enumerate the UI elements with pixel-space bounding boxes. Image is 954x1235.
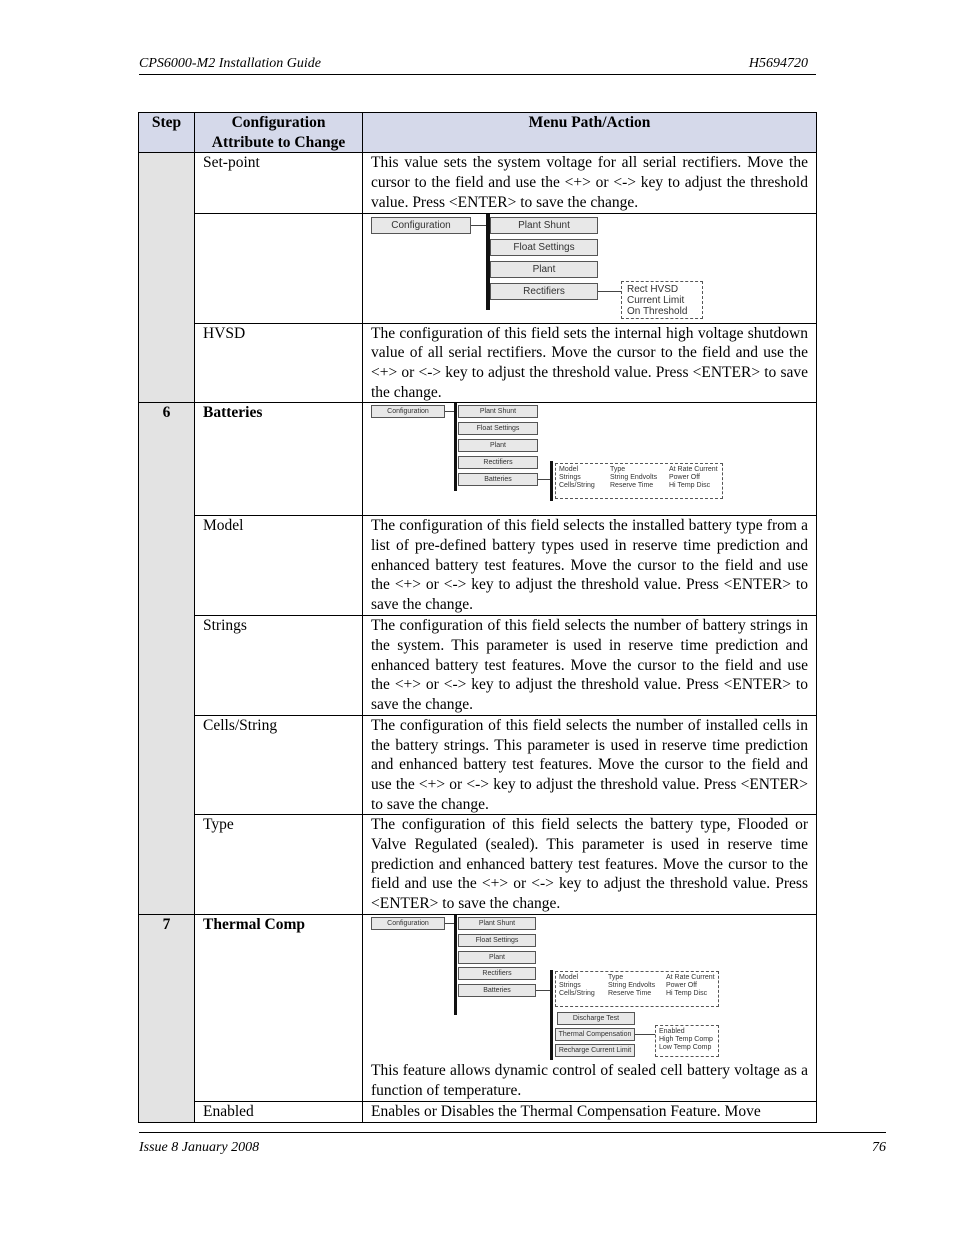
option-high-temp-comp: High Temp Comp (659, 1035, 713, 1043)
attr-type: Type (195, 815, 363, 915)
option-current-limit: Current Limit (627, 294, 685, 306)
menu-float-settings: Float Settings (458, 934, 536, 947)
attr-setpoint: Set-point (195, 153, 363, 213)
option-reserve-time: Reserve Time (608, 989, 652, 997)
table-row (139, 815, 817, 915)
page-header (139, 56, 816, 75)
option-power-off: Power Off (666, 981, 697, 989)
issue-date: Issue 8 January 2008 (139, 1140, 260, 1155)
battery-options-col2 (608, 974, 655, 998)
option-hi-temp-disc: Hi Temp Disc (669, 482, 711, 490)
page-number: 76 (872, 1140, 886, 1155)
option-low-temp-comp: Low Temp Comp (659, 1043, 712, 1051)
table-row (139, 323, 817, 403)
menu-configuration: Configuration (371, 405, 445, 418)
menu-plant-shunt: Plant Shunt (458, 917, 536, 930)
col-action-header: Menu Path/Action (363, 113, 817, 153)
menu-rectifiers: Rectifiers (458, 967, 536, 980)
rectifier-options (621, 281, 703, 319)
attr-thermal-comp: Thermal Comp (195, 914, 363, 1101)
menu-thermal-compensation: Thermal Compensation (555, 1028, 635, 1041)
menu-batteries: Batteries (458, 984, 536, 997)
table-row (139, 516, 817, 616)
menu-plant: Plant (490, 261, 598, 278)
table-row (139, 715, 817, 815)
option-strings: Strings (559, 474, 581, 482)
menu-float-settings: Float Settings (490, 239, 598, 256)
desc-hvsd: The configuration of this field sets the internal high voltage shutdown value of all serial rectifiers. Move the cursor to the field and use the <+> or <-> key to adjust the threshold value. Press <ENTER> to save the change. (363, 323, 817, 403)
menu-plant-shunt: Plant Shunt (490, 217, 598, 234)
battery-options-col2 (610, 466, 657, 490)
menu-recharge-current-limit: Recharge Current Limit (555, 1044, 635, 1057)
attr-cells-string: Cells/String (195, 715, 363, 815)
desc-enabled: Enables or Disables the Thermal Compensation Feature. Move (363, 1101, 817, 1122)
document-title: CPS6000-M2 Installation Guide (139, 56, 321, 71)
table-header-row (139, 113, 817, 153)
col-attr-header: Configuration Attribute to Change (195, 113, 363, 153)
table-row (139, 403, 817, 516)
diagram-cell-thermal (363, 914, 817, 1101)
page-footer (139, 1132, 886, 1157)
attr-batteries: Batteries (195, 403, 363, 516)
attr-empty (195, 213, 363, 323)
diagram-cell-batteries (363, 403, 817, 516)
menu-rectifiers: Rectifiers (458, 456, 538, 469)
table-row (139, 616, 817, 716)
desc-cells-string: The configuration of this field selects the number of installed cells in the battery strings. This parameter is used in reserve time prediction and enhanced battery test features. Move the cursor to the field and use the <+> or <-> key to adjust the threshold value. Press <ENTER> to save the change. (363, 715, 817, 815)
battery-options (555, 971, 719, 1007)
battery-options-col1 (559, 974, 595, 998)
step-cell (139, 153, 195, 403)
attr-strings: Strings (195, 616, 363, 716)
desc-setpoint: This value sets the system voltage for all serial rectifiers. Move the cursor to the field and use the <+> or <-> key to adjust the threshold value. Press <ENTER> to save the change. (363, 153, 817, 213)
document-number: H5694720 (748, 56, 808, 71)
menu-configuration: Configuration (371, 917, 445, 930)
menu-rectifiers: Rectifiers (490, 283, 598, 300)
thermal-options (655, 1025, 719, 1057)
option-strings: Strings (559, 981, 581, 989)
battery-options (555, 463, 723, 499)
option-type: Type (608, 973, 624, 981)
desc-model: The configuration of this field selects the installed battery type from a list of pre-defined battery types used in reserve time prediction and enhanced battery test features. Move the cursor to the field and use the <+> or <-> key to adjust the threshold value. Press <ENTER> to save the change. (363, 516, 817, 616)
option-model: Model (559, 973, 579, 981)
rectifiers-menu-diagram (363, 214, 816, 322)
diagram-cell-rectifiers (363, 213, 817, 323)
option-cells-string: Cells/String (559, 482, 595, 490)
option-reserve-time: Reserve Time (610, 482, 654, 490)
step-number: 6 (139, 403, 195, 915)
menu-plant: Plant (458, 439, 538, 452)
option-at-rate-current: At Rate Current (666, 973, 715, 981)
table-row (139, 914, 817, 1101)
option-type: Type (610, 466, 626, 474)
option-on-threshold: On Threshold (627, 305, 688, 317)
configuration-table (138, 112, 817, 1123)
attr-model: Model (195, 516, 363, 616)
menu-plant-shunt: Plant Shunt (458, 405, 538, 418)
attr-hvsd: HVSD (195, 323, 363, 403)
attr-enabled: Enabled (195, 1101, 363, 1122)
desc-type: The configuration of this field selects the battery type, Flooded or Valve Regulated (sealed). This parameter is used in reserve time prediction and enhanced battery test features. Move the cursor to the field and use the <+> or <-> key to adjust the threshold value. Press <ENTER> to save the change. (363, 815, 817, 915)
table-row (139, 1101, 817, 1122)
batteries-menu-diagram (363, 403, 816, 514)
thermal-menu-diagram (363, 915, 816, 1061)
table-row (139, 153, 817, 213)
desc-thermal-comp: This feature allows dynamic control of sealed cell battery voltage as a function of temperature. (371, 1061, 808, 1099)
menu-float-settings: Float Settings (458, 422, 538, 435)
option-at-rate-current: At Rate Current (669, 466, 718, 474)
menu-plant: Plant (458, 951, 536, 964)
option-hi-temp-disc: Hi Temp Disc (666, 989, 708, 997)
menu-discharge-test: Discharge Test (557, 1012, 635, 1025)
step-number: 7 (139, 914, 195, 1122)
option-model: Model (559, 466, 579, 474)
battery-options-col3 (669, 466, 718, 490)
battery-options-col1 (559, 466, 595, 490)
battery-options-col3 (666, 974, 715, 998)
option-cells-string: Cells/String (559, 989, 595, 997)
option-rect-hvsd: Rect HVSD (627, 283, 679, 295)
option-string-endvolts: String Endvolts (610, 474, 658, 482)
menu-configuration: Configuration (371, 217, 471, 234)
col-step-header: Step (139, 113, 195, 153)
option-power-off: Power Off (669, 474, 700, 482)
menu-batteries: Batteries (458, 473, 538, 486)
desc-strings: The configuration of this field selects the number of battery strings in the system. This parameter is used in reserve time prediction and enhanced battery test features. Move the cursor to the field and use the <+> or <-> key to adjust the threshold value. Press <ENTER> to save the change. (363, 616, 817, 716)
table-row (139, 213, 817, 323)
option-enabled: Enabled (659, 1027, 685, 1035)
option-string-endvolts: String Endvolts (608, 981, 656, 989)
